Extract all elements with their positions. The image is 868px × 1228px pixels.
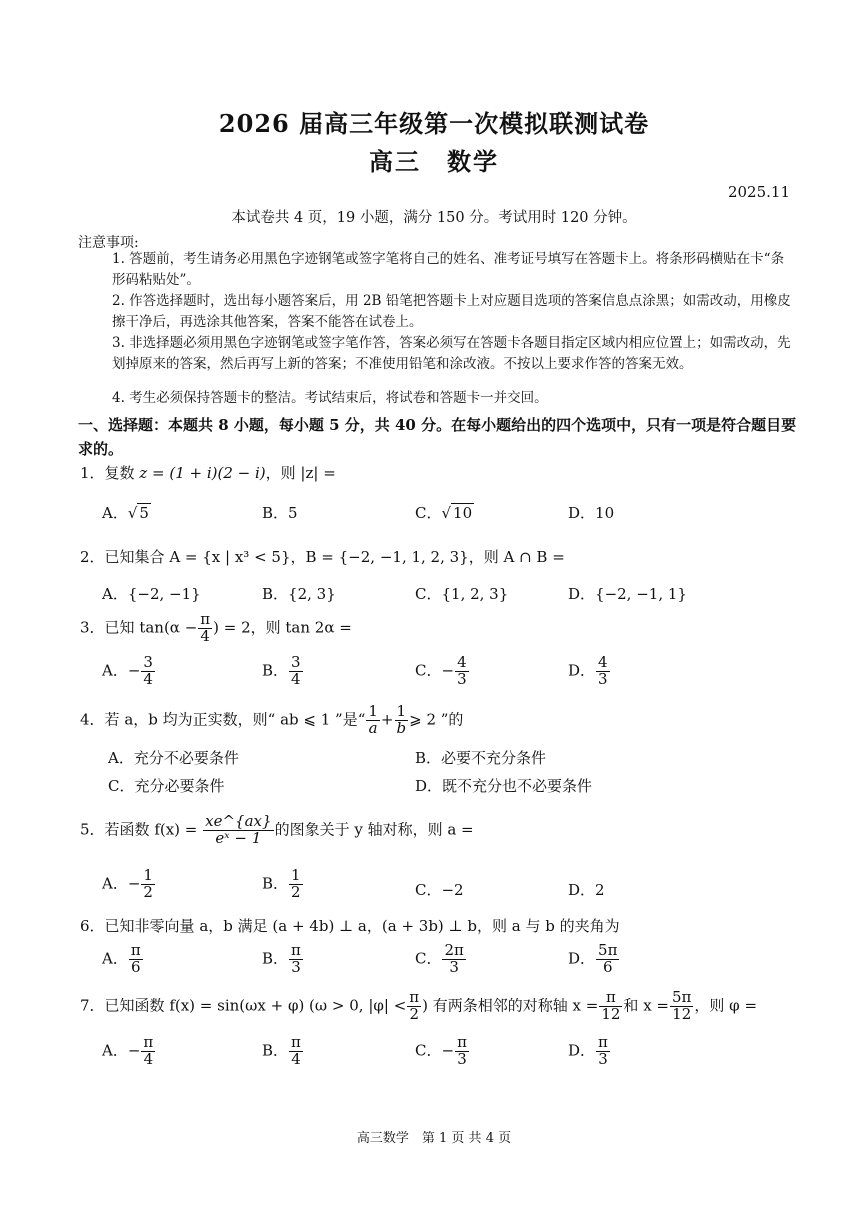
text-fragment: − <box>127 874 141 893</box>
text-fragment: D． <box>568 661 596 680</box>
question-number: 6． <box>80 917 105 935</box>
fraction-denominator: eˣ − 1 <box>215 828 262 847</box>
fraction <box>670 990 693 1023</box>
fraction-denominator: 2 <box>143 882 153 901</box>
option-a <box>102 1035 156 1068</box>
fraction-numerator: π <box>130 941 141 959</box>
option-b <box>262 655 304 688</box>
math-expression: z = (1 + i)(2 − i) <box>139 464 266 482</box>
option-d: D．{−2, −1, 1} <box>568 585 687 603</box>
question-text: 已知 tan(α − <box>104 618 198 637</box>
question-number: 1． <box>80 464 105 482</box>
option-b <box>262 1035 304 1068</box>
fraction-numerator: 5π <box>598 941 618 959</box>
question-text: ) = 2，则 tan 2α = <box>213 618 352 637</box>
option-d: D．2 <box>568 881 605 899</box>
radicand: 5 <box>139 504 149 522</box>
fraction <box>141 1035 155 1068</box>
fraction-numerator: π <box>143 1033 154 1051</box>
option-a <box>102 943 144 976</box>
fraction-denominator: 12 <box>601 1004 621 1023</box>
fraction <box>455 1035 469 1068</box>
text-fragment: B． <box>262 1041 289 1060</box>
fraction <box>455 655 469 688</box>
fraction <box>289 868 303 901</box>
option-c: C．√ 10 <box>415 504 473 522</box>
text-fragment: A． <box>102 874 128 893</box>
fraction-denominator: 3 <box>598 1049 608 1068</box>
fraction <box>599 990 622 1023</box>
text-fragment: C． <box>415 949 442 968</box>
fraction-numerator: 2π <box>444 941 464 959</box>
radicand: 10 <box>453 504 473 522</box>
fraction-denominator: 3 <box>457 669 467 688</box>
fraction-numerator: 3 <box>291 653 301 671</box>
fraction-denominator: 3 <box>291 957 301 976</box>
fraction-denominator: 4 <box>291 669 301 688</box>
question-text: ) 有两条相邻的对称轴 x = <box>422 996 599 1015</box>
fraction-numerator: π <box>291 941 301 959</box>
question-text: 已知函数 f(x) = sin(ωx + φ) (ω > 0, |φ| < <box>104 996 407 1015</box>
fraction-denominator: 6 <box>131 957 141 976</box>
text-fragment: D． <box>568 949 596 968</box>
notes-heading: 注意事项: <box>78 235 139 251</box>
fraction <box>442 943 465 976</box>
text-fragment: + <box>380 710 394 729</box>
option-a: A．充分不必要条件 <box>108 749 239 767</box>
option-c <box>415 655 470 688</box>
question-2 <box>80 546 565 567</box>
fraction-denominator: 4 <box>291 1049 301 1068</box>
question-number: 5． <box>80 820 105 839</box>
option-c: C．−2 <box>415 881 464 899</box>
exam-intro: 本试卷共 4 页，19 小题，满分 150 分。考试用时 120 分钟。 <box>231 210 637 226</box>
section-heading: 一、选择题：本题共 8 小题，每小题 5 分，共 40 分。在每小题给出的四个选项中，只有一项是符合题目要求的。 <box>78 416 797 458</box>
question-text: 已知非零向量 a，b 满足 (a + 4b) ⊥ a，(a + 3b) ⊥ b，则 a 与 b 的夹角为 <box>104 917 620 935</box>
fraction-numerator: 1 <box>395 704 409 721</box>
question-7 <box>80 990 757 1023</box>
fraction-numerator: π <box>409 988 420 1006</box>
text-fragment: B． <box>262 874 289 893</box>
option-c <box>415 1035 470 1068</box>
exam-title: 2026 届高三年级第一次模拟联测试卷 <box>218 109 650 138</box>
fraction-numerator: π <box>599 990 622 1007</box>
fraction <box>366 704 380 737</box>
fraction-denominator: 6 <box>602 957 613 976</box>
fraction <box>141 868 155 901</box>
fraction-numerator: 4 <box>598 653 608 671</box>
fraction-numerator: 3 <box>143 653 153 671</box>
text-fragment: A． <box>102 1041 128 1060</box>
fraction-numerator: 4 <box>457 653 467 671</box>
option-c: C．{1, 2, 3} <box>415 585 509 603</box>
text-fragment: D． <box>568 1041 596 1060</box>
option-label: B． <box>262 504 289 522</box>
note-item: 3. 非选择题必须用黑色字迹钢笔或签字笔作答，答案必须写在答题卡各题目指定区域内相应位置上；如需改动，先划掉原来的答案，然后再写上新的答案；不准使用铅笔和涂改液。不按以上要求作答的答案无效。 <box>112 335 791 372</box>
question-text: 复数 <box>104 464 135 482</box>
question-4 <box>80 704 463 737</box>
question-text: 已知集合 A = {x | x³ < 5}，B = {−2, −1, 1, 2, 3}，则 A ∩ B = <box>104 548 565 566</box>
option-label: A． <box>102 504 128 522</box>
fraction <box>141 655 155 688</box>
text-fragment: C． <box>415 661 442 680</box>
question-number: 4． <box>80 710 105 729</box>
fraction <box>596 655 610 688</box>
option-a: A．{−2, −1} <box>102 585 201 603</box>
option-value: 10 <box>595 504 615 522</box>
page-footer: 高三数学 第 1 页 共 4 页 <box>356 1131 512 1146</box>
text-fragment: − <box>441 661 455 680</box>
fraction-denominator: 3 <box>449 957 459 976</box>
option-d: D．既不充分也不必要条件 <box>415 777 593 795</box>
option-a <box>102 655 156 688</box>
fraction-numerator: 1 <box>143 866 153 884</box>
fraction <box>289 1035 303 1068</box>
question-number: 2． <box>80 548 105 566</box>
question-3 <box>80 612 352 645</box>
question-number: 7． <box>80 996 105 1015</box>
fraction-numerator: xe^{ax} <box>205 812 272 830</box>
question-number: 3． <box>80 618 105 637</box>
note-item: 2. 作答选择题时，选出每小题答案后，用 2B 铅笔把答题卡上对应题目选项的答案信息点涂黑；如需改动，用橡皮擦干净后，再选涂其他答案，答案不能答在试卷上。 <box>112 293 791 330</box>
option-b <box>262 502 298 523</box>
fraction-denominator: 4 <box>143 669 153 688</box>
fraction-denominator: 3 <box>598 669 608 688</box>
option-label: D． <box>568 504 596 522</box>
note-item: 1. 答题前，考生请务必用黑色字迹钢笔或签字笔将自己的姓名、准考证号填写在答题卡上。将条形码横贴在卡“条形码粘贴处”。 <box>112 251 785 288</box>
fraction <box>289 655 303 688</box>
fraction-denominator: 3 <box>457 1049 467 1068</box>
exam-subject: 高三 数学 <box>369 147 499 176</box>
fraction <box>289 943 303 976</box>
question-text: 的图象关于 y 轴对称，则 a = <box>274 820 474 839</box>
fraction-numerator: π <box>598 1033 608 1051</box>
option-d <box>568 502 614 523</box>
fraction-numerator: π <box>200 610 211 628</box>
option-d <box>568 1035 611 1068</box>
question-text: 和 x = <box>623 996 669 1015</box>
option-c: C．充分必要条件 <box>108 777 225 795</box>
fraction <box>395 704 409 737</box>
option-d <box>568 655 611 688</box>
option-b <box>262 943 304 976</box>
option-b: B．{2, 3} <box>262 585 336 603</box>
fraction-numerator: π <box>457 1033 467 1051</box>
option-value: 5 <box>288 504 298 522</box>
note-item: 4. 考生必须保持答题卡的整洁。考试结束后，将试卷和答题卡一并交回。 <box>112 390 548 406</box>
option-c <box>415 943 467 976</box>
fraction-numerator: 1 <box>368 702 378 720</box>
fraction <box>198 612 212 645</box>
text-fragment: B． <box>262 949 289 968</box>
question-text: 若 a，b 均为正实数，则“ ab ⩽ 1 ”是“ <box>104 710 366 729</box>
question-6 <box>80 915 620 936</box>
fraction-numerator: π <box>291 1033 301 1051</box>
question-text: ⩾ 2 ”的 <box>409 710 464 729</box>
question-1 <box>80 462 336 483</box>
text-fragment: − <box>127 661 141 680</box>
text-fragment: − <box>441 1041 455 1060</box>
fraction-denominator: 12 <box>672 1004 692 1023</box>
option-b <box>262 868 304 901</box>
fraction-numerator: 5π <box>672 988 692 1006</box>
exam-date: 2025.11 <box>727 183 790 201</box>
text-fragment: − <box>127 1041 141 1060</box>
option-b: B．必要不充分条件 <box>415 749 547 767</box>
option-a <box>102 868 156 901</box>
question-5 <box>80 814 474 847</box>
text-fragment: C． <box>415 1041 442 1060</box>
fraction <box>203 814 273 847</box>
fraction <box>407 990 421 1023</box>
text-fragment: B． <box>262 661 289 680</box>
question-text: 若函数 f(x) = <box>104 820 198 839</box>
fraction-numerator: 1 <box>291 866 301 884</box>
text-fragment: A． <box>102 949 128 968</box>
fraction <box>129 943 143 976</box>
question-text: ，则 φ = <box>694 996 758 1015</box>
text-fragment: A． <box>102 661 128 680</box>
fraction-denominator: a <box>368 718 378 737</box>
fraction <box>596 943 619 976</box>
fraction-denominator: 4 <box>143 1049 154 1068</box>
fraction-denominator: 2 <box>291 882 301 901</box>
question-text: ，则 |z| = <box>265 464 336 482</box>
option-a: A．√ 5 <box>102 504 149 522</box>
fraction-denominator: 4 <box>200 626 210 645</box>
fraction-denominator: 2 <box>409 1004 419 1023</box>
fraction <box>596 1035 610 1068</box>
option-d <box>568 943 620 976</box>
option-label: C． <box>415 504 442 522</box>
fraction-denominator: b <box>396 718 407 737</box>
